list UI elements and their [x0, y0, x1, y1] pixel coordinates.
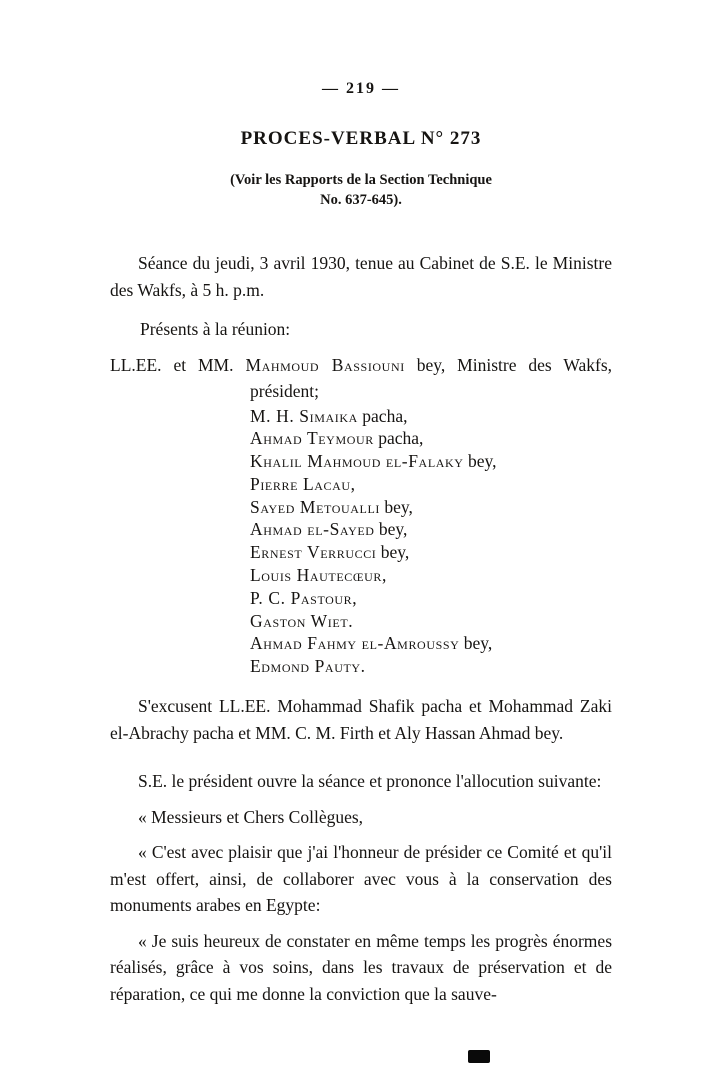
- attendee-name: Ahmad el-Sayed: [250, 519, 375, 540]
- page-number: — 219 —: [322, 80, 400, 97]
- attendee-name: Louis Hautecœur: [250, 565, 383, 586]
- document-title: PROCES-VERBAL N° 273: [240, 128, 482, 149]
- excuses-paragraph: S'excusent LL.EE. Mohammad Shafik pacha et Mohammad Zaki el-Abrachy pacha et MM. C. M. Firth et Aly Hassan Ahmad bey.: [110, 696, 612, 743]
- speech-paragraph-2: « Je suis heureux de constater en même temps les progrès énormes réalisés, grâce à vos soins, dans les travaux de préservation et de réparation, ce qui me donne la conviction que la sauve-: [110, 930, 612, 1004]
- subtitle-line-1: (Voir les Rapports de la Section Technique: [230, 172, 492, 188]
- attendee-list: [110, 405, 612, 679]
- document-subtitle: [110, 170, 612, 210]
- attendee-title: .: [360, 656, 366, 677]
- attendee-name: M. H. Simaika: [250, 405, 358, 426]
- seance-paragraph: Séance du jeudi, 3 avril 1930, tenue au Cabinet de S.E. le Ministre des Wakfs, à 5 h. p.m.: [110, 253, 612, 300]
- presents-heading: Présents à la réunion:: [140, 319, 291, 339]
- attendee-name: Ernest Verrucci: [250, 542, 377, 563]
- attendee-title: .: [348, 610, 353, 631]
- attendee-title: bey,: [459, 633, 493, 654]
- attendee-name: Pierre Lacau: [250, 473, 351, 494]
- attendee-item: [250, 541, 612, 564]
- attendee-title: ,: [352, 587, 357, 608]
- attendee-item: [250, 427, 612, 450]
- attendee-title: bey,: [380, 496, 413, 517]
- attendee-name: Khalil Mahmoud el-Falaky: [250, 451, 464, 472]
- attendee-title: bey,: [376, 542, 410, 563]
- attendee-item: [250, 450, 612, 473]
- attendee-item: [250, 632, 612, 655]
- attendee-item: [250, 496, 612, 519]
- attendee-name: Ahmad Teymour: [250, 428, 374, 449]
- attendee-title: bey, Ministre des Wakfs, président;: [250, 354, 613, 401]
- attendee-item: [250, 473, 612, 496]
- attendee-item: [250, 587, 612, 610]
- attendee-title: bey,: [463, 451, 497, 472]
- attendee-name: P. C. Pastour: [250, 587, 353, 608]
- speech-paragraph-1: « C'est avec plaisir que j'ai l'honneur de présider ce Comité et qu'il m'est offert, ainsi, de collaborer avec vous à la conservation des monuments arabes en Egypte:: [110, 842, 612, 916]
- attendee-item: [250, 564, 612, 587]
- attendee-title: pacha,: [357, 405, 408, 426]
- attendee-item: [250, 610, 612, 633]
- attendee-name: Sayed Metoualli: [250, 496, 380, 517]
- attendee-title: ,: [350, 473, 356, 494]
- attendee-item: [250, 518, 612, 541]
- attendee-line-president: [110, 352, 612, 405]
- attendee-prefix: LL.EE. et MM.: [110, 354, 246, 375]
- speech-greeting-paragraph: « Messieurs et Chers Collègues,: [138, 806, 364, 827]
- attendee-name: Edmond Pauty: [250, 656, 361, 677]
- allocution-intro-paragraph: S.E. le président ouvre la séance et prononce l'allocution suivante:: [138, 771, 602, 792]
- attendee-name: Ahmad Fahmy el-Amroussy: [250, 633, 460, 654]
- scan-artifact-mark: [468, 1050, 490, 1063]
- attendee-item: [250, 655, 612, 678]
- attendee-name: Gaston Wiet: [250, 610, 349, 631]
- attendee-title: ,: [382, 565, 387, 586]
- attendee-title: pacha,: [373, 428, 424, 449]
- attendee-title: bey,: [374, 519, 408, 540]
- subtitle-line-2: No. 637-645).: [320, 192, 402, 208]
- attendee-name: Mahmoud Bassiouni: [245, 354, 405, 375]
- attendee-item: [250, 405, 612, 428]
